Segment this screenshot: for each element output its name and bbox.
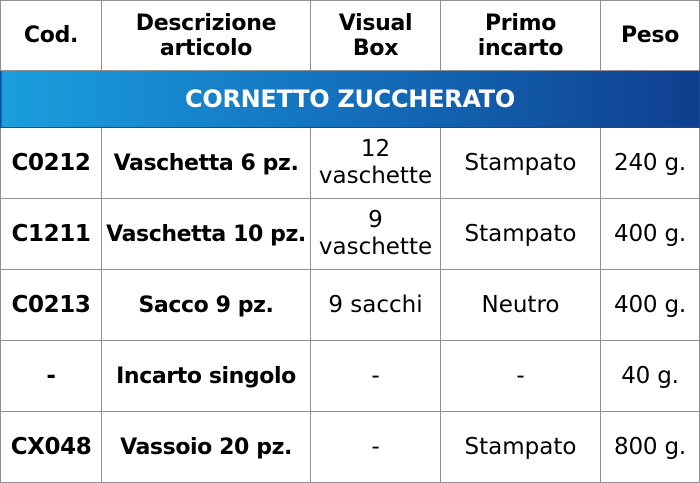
visual-box-cell: - xyxy=(311,412,441,483)
code-cell: C1211 xyxy=(1,199,102,270)
description-cell: Vaschetta 10 pz. xyxy=(102,199,311,270)
visual-box-cell: 12 vaschette xyxy=(311,128,441,199)
code-cell: C0212 xyxy=(1,128,102,199)
table-row xyxy=(1,412,700,483)
primo-incarto-cell: Stampato xyxy=(441,128,601,199)
peso-cell: 400 g. xyxy=(601,270,700,341)
header-peso: Peso xyxy=(601,1,700,71)
code-cell: - xyxy=(1,341,102,412)
table-row xyxy=(1,199,700,270)
table-row xyxy=(1,128,700,199)
primo-incarto-cell: Stampato xyxy=(441,412,601,483)
header-description: Descrizione articolo xyxy=(102,1,311,71)
primo-incarto-cell: Stampato xyxy=(441,199,601,270)
primo-incarto-cell: - xyxy=(441,341,601,412)
section-row xyxy=(1,71,700,128)
code-cell: C0213 xyxy=(1,270,102,341)
description-cell: Vaschetta 6 pz. xyxy=(102,128,311,199)
table-row xyxy=(1,270,700,341)
primo-incarto-cell: Neutro xyxy=(441,270,601,341)
peso-cell: 400 g. xyxy=(601,199,700,270)
visual-box-cell: 9 vaschette xyxy=(311,199,441,270)
header-visual-box: Visual Box xyxy=(311,1,441,71)
header-code: Cod. xyxy=(1,1,102,71)
header-primo-incarto: Primo incarto xyxy=(441,1,601,71)
section-title: CORNETTO ZUCCHERATO xyxy=(1,71,700,128)
header-row xyxy=(1,1,700,71)
peso-cell: 800 g. xyxy=(601,412,700,483)
code-cell: CX048 xyxy=(1,412,102,483)
description-cell: Incarto singolo xyxy=(102,341,311,412)
description-cell: Vassoio 20 pz. xyxy=(102,412,311,483)
peso-cell: 40 g. xyxy=(601,341,700,412)
peso-cell: 240 g. xyxy=(601,128,700,199)
visual-box-cell: 9 sacchi xyxy=(311,270,441,341)
description-cell: Sacco 9 pz. xyxy=(102,270,311,341)
visual-box-cell: - xyxy=(311,341,441,412)
table-row xyxy=(1,341,700,412)
